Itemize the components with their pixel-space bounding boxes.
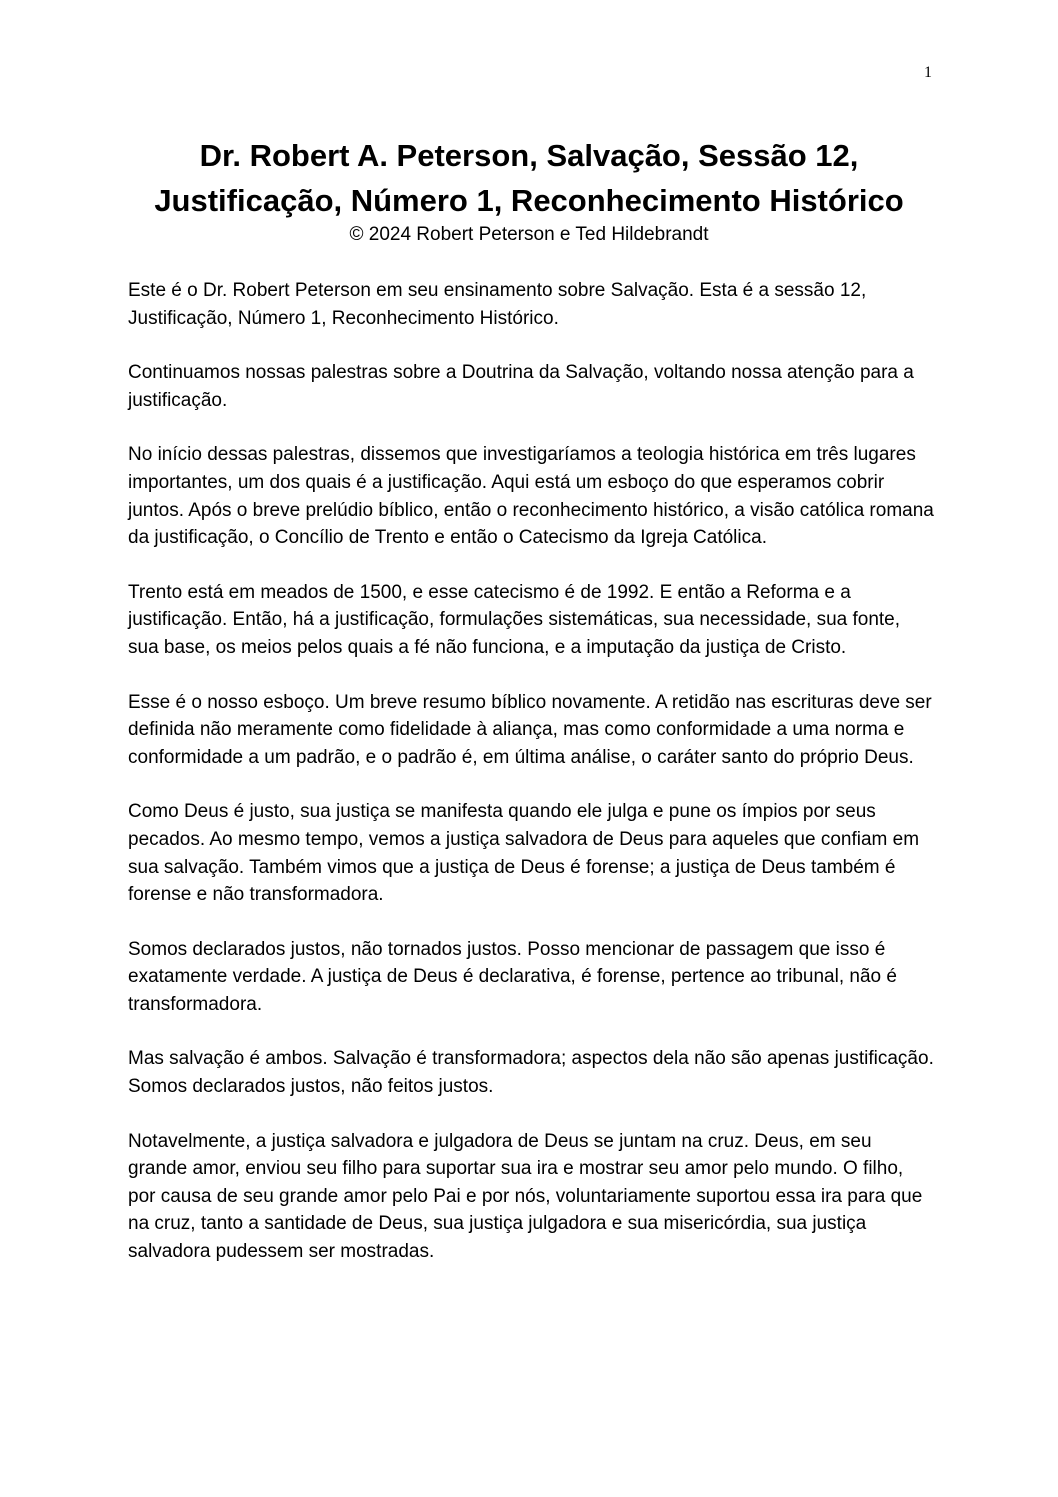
paragraph: No início dessas palestras, dissemos que investigaríamos a teologia histórica em três lugares importantes, um dos quais é a justificação. Aqui está um esboço do que esperamos cobrir juntos. Após o breve prelúdio bíblico, então o reconhecimento histórico, a visão católica romana da justificação, o Concílio de Trento e então o Catecismo da Igreja Católica.: [128, 444, 934, 549]
document-body: [128, 277, 934, 1293]
title-line-1: Dr. Robert A. Peterson, Salvação, Sessão 12,: [199, 138, 859, 173]
document-title: [100, 133, 958, 223]
paragraph: Somos declarados justos, não tornados justos. Posso mencionar de passagem que isso é exatamente verdade. A justiça de Deus é declarativa, é forense, pertence ao tribunal, não é transformadora.: [128, 938, 897, 1015]
paragraph: Como Deus é justo, sua justiça se manifesta quando ele julga e pune os ímpios por seus pecados. Ao mesmo tempo, vemos a justiça salvadora de Deus para aqueles que confiam em sua salvação. Também vimos que a justiça de Deus é forense; a justiça de Deus também é forense e não transformadora.: [128, 801, 920, 906]
paragraph: Notavelmente, a justiça salvadora e julgadora de Deus se juntam na cruz. Deus, em seu grande amor, enviou seu filho para suportar sua ira e mostrar seu amor pelo mundo. O filho, por causa de seu grande amor pelo Pai e por nós, voluntariamente suportou essa ira para que na cruz, tanto a santidade de Deus, sua justiça julgadora e sua misericórdia, sua justiça salvadora pudessem ser mostradas.: [128, 1130, 923, 1263]
paragraph: Esse é o nosso esboço. Um breve resumo bíblico novamente. A retidão nas escrituras deve ser definida não meramente como fidelidade à aliança, mas como conformidade a uma norma e conformidade a um padrão, e o padrão é, em última análise, o caráter santo do próprio Deus.: [128, 691, 932, 768]
page-number: 1: [924, 64, 932, 81]
copyright-notice: © 2024 Robert Peterson e Ted Hildebrandt: [349, 224, 709, 245]
paragraph: Continuamos nossas palestras sobre a Doutrina da Salvação, voltando nossa atenção para a justificação.: [128, 362, 914, 411]
paragraph: Mas salvação é ambos. Salvação é transformadora; aspectos dela não são apenas justificação. Somos declarados justos, não feitos justos.: [128, 1048, 934, 1098]
paragraph: Este é o Dr. Robert Peterson em seu ensinamento sobre Salvação. Esta é a sessão 12, Justificação, Número 1, Reconhecimento Histórico.: [128, 280, 867, 329]
paragraph: Trento está em meados de 1500, e esse catecismo é de 1992. E então a Reforma e a justificação. Então, há a justificação, formulações sistemáticas, sua necessidade, sua fonte, sua base, os meios pelos quais a fé não funciona, e a imputação da justiça de Cristo.: [128, 581, 901, 658]
title-line-2: Justificação, Número 1, Reconhecimento Histórico: [154, 183, 904, 218]
